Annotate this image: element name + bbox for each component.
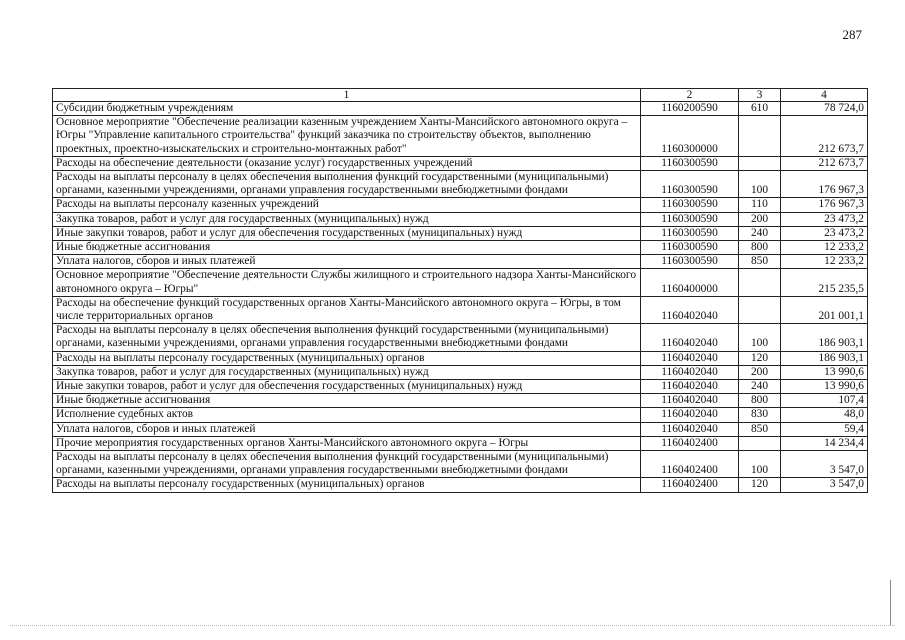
row-code-cell: 1160402040 xyxy=(641,324,739,351)
row-code-cell: 1160402040 xyxy=(641,365,739,379)
scan-edge-mark xyxy=(890,580,891,625)
table-row xyxy=(53,365,868,379)
row-vr-cell xyxy=(739,269,781,296)
row-name-cell: Иные бюджетные ассигнования xyxy=(53,394,641,408)
row-vr-cell: 800 xyxy=(739,241,781,255)
row-vr-cell: 200 xyxy=(739,365,781,379)
row-code-cell: 1160400000 xyxy=(641,269,739,296)
table-row xyxy=(53,269,868,296)
table-row xyxy=(53,255,868,269)
row-code-cell: 1160300590 xyxy=(641,212,739,226)
table-row xyxy=(53,296,868,323)
row-sum-cell: 48,0 xyxy=(781,408,868,422)
row-vr-cell: 850 xyxy=(739,422,781,436)
header-cell-name: 1 xyxy=(53,89,641,102)
row-name-cell: Расходы на выплаты персоналу государственных (муниципальных) органов xyxy=(53,351,641,365)
row-name-cell: Иные закупки товаров, работ и услуг для обеспечения государственных (муниципальных) нужд xyxy=(53,226,641,240)
table-row xyxy=(53,351,868,365)
row-name-cell: Расходы на выплаты персоналу в целях обеспечения выполнения функций государственными (муниципальными) органами, казенными учреждениями, органами управления государственными внебюджетными фондами xyxy=(53,451,641,478)
row-name-cell: Иные бюджетные ассигнования xyxy=(53,241,641,255)
header-cell-code: 2 xyxy=(641,89,739,102)
row-name-cell: Субсидии бюджетным учреждениям xyxy=(53,102,641,116)
table-row xyxy=(53,478,868,492)
header-cell-sum: 4 xyxy=(781,89,868,102)
row-vr-cell: 120 xyxy=(739,351,781,365)
row-code-cell: 1160402400 xyxy=(641,478,739,492)
budget-table xyxy=(52,88,868,493)
row-code-cell: 1160402040 xyxy=(641,296,739,323)
row-name-cell: Закупка товаров, работ и услуг для государственных (муниципальных) нужд xyxy=(53,365,641,379)
row-name-cell: Расходы на выплаты персоналу казенных учреждений xyxy=(53,198,641,212)
row-code-cell: 1160402040 xyxy=(641,394,739,408)
row-code-cell: 1160300590 xyxy=(641,255,739,269)
header-cell-vr: 3 xyxy=(739,89,781,102)
table-row xyxy=(53,241,868,255)
table-row xyxy=(53,436,868,450)
row-sum-cell: 201 001,1 xyxy=(781,296,868,323)
row-name-cell: Закупка товаров, работ и услуг для государственных (муниципальных) нужд xyxy=(53,212,641,226)
table-row xyxy=(53,380,868,394)
row-name-cell: Расходы на выплаты персоналу в целях обеспечения выполнения функций государственными (муниципальными) органами, казенными учреждениями, органами управления государственными внебюджетными фондами xyxy=(53,171,641,198)
row-sum-cell: 14 234,4 xyxy=(781,436,868,450)
row-code-cell: 1160300590 xyxy=(641,171,739,198)
row-sum-cell: 59,4 xyxy=(781,422,868,436)
table-row xyxy=(53,116,868,157)
row-vr-cell: 100 xyxy=(739,171,781,198)
row-code-cell: 1160402040 xyxy=(641,351,739,365)
row-name-cell: Расходы на выплаты персоналу в целях обеспечения выполнения функций государственными (муниципальными) органами, казенными учреждениями, органами управления государственными внебюджетными фондами xyxy=(53,324,641,351)
row-sum-cell: 78 724,0 xyxy=(781,102,868,116)
row-sum-cell: 3 547,0 xyxy=(781,478,868,492)
row-code-cell: 1160300590 xyxy=(641,241,739,255)
row-name-cell: Расходы на обеспечение функций государственных органов Ханты-Мансийского автономного округа – Югры, в том числе территориальных органов xyxy=(53,296,641,323)
row-vr-cell xyxy=(739,116,781,157)
row-vr-cell: 100 xyxy=(739,451,781,478)
row-name-cell: Прочие мероприятия государственных органов Ханты-Мансийского автономного округа – Югры xyxy=(53,436,641,450)
row-sum-cell: 186 903,1 xyxy=(781,324,868,351)
row-name-cell: Уплата налогов, сборов и иных платежей xyxy=(53,255,641,269)
table-row xyxy=(53,451,868,478)
row-sum-cell: 23 473,2 xyxy=(781,212,868,226)
row-name-cell: Основное мероприятие "Обеспечение реализации казенным учреждением Ханты-Мансийского автономного округа – Югры "Управление капитального строительства" функций заказчика по строительству объектов, выполнению проектных, проектно-изыскательских и строительно-монтажных работ" xyxy=(53,116,641,157)
row-name-cell: Уплата налогов, сборов и иных платежей xyxy=(53,422,641,436)
table-row xyxy=(53,102,868,116)
table-row xyxy=(53,422,868,436)
table-row xyxy=(53,394,868,408)
row-sum-cell: 13 990,6 xyxy=(781,380,868,394)
row-code-cell: 1160200590 xyxy=(641,102,739,116)
row-code-cell: 1160300590 xyxy=(641,226,739,240)
row-sum-cell: 107,4 xyxy=(781,394,868,408)
row-code-cell: 1160402040 xyxy=(641,380,739,394)
row-sum-cell: 12 233,2 xyxy=(781,241,868,255)
row-name-cell: Иные закупки товаров, работ и услуг для обеспечения государственных (муниципальных) нужд xyxy=(53,380,641,394)
row-name-cell: Основное мероприятие "Обеспечение деятельности Службы жилищного и строительного надзора Ханты-Мансийского автономного округа – Югры" xyxy=(53,269,641,296)
row-sum-cell: 212 673,7 xyxy=(781,116,868,157)
table-row xyxy=(53,171,868,198)
row-sum-cell: 23 473,2 xyxy=(781,226,868,240)
row-sum-cell: 13 990,6 xyxy=(781,365,868,379)
row-vr-cell: 610 xyxy=(739,102,781,116)
row-vr-cell: 800 xyxy=(739,394,781,408)
row-vr-cell: 100 xyxy=(739,324,781,351)
row-vr-cell: 240 xyxy=(739,380,781,394)
row-sum-cell: 176 967,3 xyxy=(781,171,868,198)
row-sum-cell: 215 235,5 xyxy=(781,269,868,296)
table-row xyxy=(53,408,868,422)
row-sum-cell: 212 673,7 xyxy=(781,156,868,170)
row-code-cell: 1160300000 xyxy=(641,116,739,157)
row-vr-cell xyxy=(739,296,781,323)
table-row xyxy=(53,198,868,212)
row-code-cell: 1160300590 xyxy=(641,156,739,170)
table-row xyxy=(53,156,868,170)
row-vr-cell: 240 xyxy=(739,226,781,240)
row-code-cell: 1160300590 xyxy=(641,198,739,212)
row-code-cell: 1160402040 xyxy=(641,408,739,422)
row-name-cell: Расходы на обеспечение деятельности (оказание услуг) государственных учреждений xyxy=(53,156,641,170)
page-number: 287 xyxy=(842,27,862,42)
row-vr-cell: 850 xyxy=(739,255,781,269)
row-vr-cell: 120 xyxy=(739,478,781,492)
table-row xyxy=(53,324,868,351)
row-vr-cell: 110 xyxy=(739,198,781,212)
row-name-cell: Исполнение судебных актов xyxy=(53,408,641,422)
row-vr-cell xyxy=(739,436,781,450)
row-vr-cell xyxy=(739,156,781,170)
row-code-cell: 1160402400 xyxy=(641,436,739,450)
row-vr-cell: 200 xyxy=(739,212,781,226)
row-sum-cell: 12 233,2 xyxy=(781,255,868,269)
table-row xyxy=(53,226,868,240)
row-sum-cell: 176 967,3 xyxy=(781,198,868,212)
row-sum-cell: 3 547,0 xyxy=(781,451,868,478)
row-code-cell: 1160402040 xyxy=(641,422,739,436)
scan-noise-line xyxy=(10,625,895,626)
row-name-cell: Расходы на выплаты персоналу государственных (муниципальных) органов xyxy=(53,478,641,492)
header-row xyxy=(53,89,868,102)
table-row xyxy=(53,212,868,226)
row-sum-cell: 186 903,1 xyxy=(781,351,868,365)
row-vr-cell: 830 xyxy=(739,408,781,422)
row-code-cell: 1160402400 xyxy=(641,451,739,478)
